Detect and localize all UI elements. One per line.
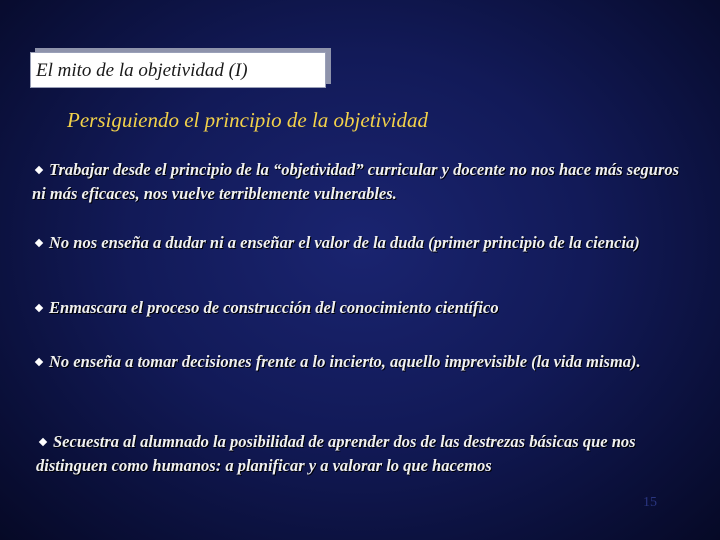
bullet-item [32,231,692,255]
bullet-text: No nos enseña a dudar ni a enseñar el valor de la duda (primer principio de la ciencia) [49,233,640,252]
slide-title: El mito de la objetividad (I) [36,60,248,81]
slide-subtitle: Persiguiendo el principio de la objetividad [67,108,429,132]
bullet-item [36,430,666,478]
page-number: 15 [643,495,657,510]
bullet-text: Enmascara el proceso de construcción del conocimiento científico [49,298,499,317]
bullet-text: No enseña a tomar decisiones frente a lo incierto, aquello imprevisible (la vida misma). [49,352,641,371]
bullet-text: Secuestra al alumnado la posibilidad de aprender dos de las destrezas básicas que nos distinguen como humanos: a planificar y a valorar lo que hacemos [36,432,636,475]
diamond-bullet-icon [35,238,43,246]
diamond-bullet-icon [35,165,43,173]
bullet-text: Trabajar desde el principio de la “objetividad” curricular y docente no nos hace más seguros ni más eficaces, nos vuelve terriblemente vulnerables. [32,160,680,203]
bullet-item [32,158,692,206]
diamond-bullet-icon [39,437,47,445]
bullet-item [32,350,692,374]
slide-title-box [30,52,326,88]
diamond-bullet-icon [35,357,43,365]
bullet-item [32,296,692,320]
diamond-bullet-icon [35,303,43,311]
